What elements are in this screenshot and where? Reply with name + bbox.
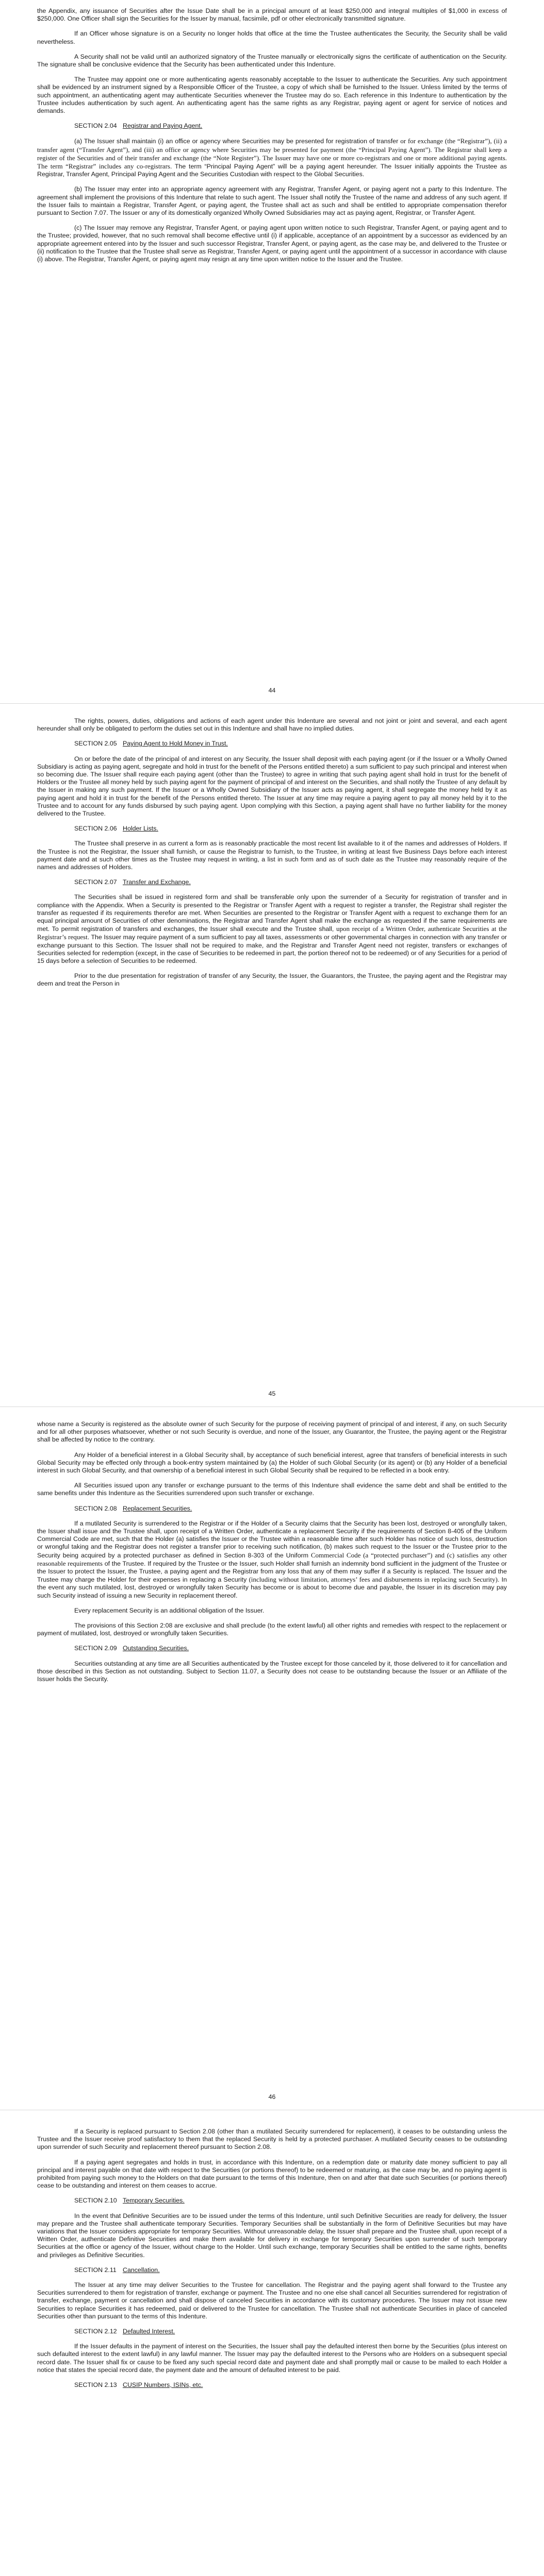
body-paragraph: The Trustee may appoint one or more authenticating agents reasonably acceptable to the Issuer to authenticate the Securities. Any such appointment shall be evidenced by an instrument signed by a Responsible Officer of the Trustee, a copy of which shall be furnished to the Issuer. Unless limited by the terms of such appointment, an authenticating agent may authenticate Securities whenever the Trustee may do so. Each reference in this Indenture to authentication by the Trustee includes authentication by such agent. An authenticating agent has the same rights as any Registrar, paying agent or agent for service of notices and demands.	[37, 76, 507, 115]
text-segment: . The Issuer may require payment of a sum sufficient to pay all taxes, assessments or other governmental charges in connection with any transfer or exchange pursuant to this Section. The Issuer shall not be required to make, and the Registrar and Transfer Agent need not register, transfers or exchanges of Securities selected for redemption (except, in the case of Securities to be redeemed in part, the portion thereof not to be redeemed) or of any Securities for a period of 15 days before a selection of Securities to be redeemed.	[37, 934, 507, 965]
section-heading	[37, 122, 507, 130]
section-title: Replacement Securities.	[123, 1504, 192, 1512]
body-paragraph	[37, 137, 507, 178]
body-paragraph	[37, 893, 507, 965]
document-page-1	[0, 0, 544, 703]
page-content	[37, 2128, 507, 2396]
text-segment: (a) The Issuer shall maintain (i) an office or agency where Securities may be presented for registration of transfer	[74, 138, 401, 145]
text-segment: If a mutilated Security is surrendered to the Registrar or if the Holder of a Security claims that the Security has been lost, destroyed or wrongfully taken, the Issuer shall issue and the Trustee shall, upon receipt of a Written Order, authenticate a replacement Security if the requirements of Section 8-405 of the Uniform Commercial Code are met, such that the Holder (a) satisfies the Issuer or the Trustee within a reasonable time after such Holder has notice of such loss, destruction or wrongful taking and the Registrar does not register a transfer prior to receiving such notification, (b) makes such request to the Issuer or the Trustee prior to the Security being acquired by a protected purchaser as defined in Section 8-303 of the Uniform	[37, 1519, 507, 1559]
section-heading	[37, 1505, 507, 1513]
section-number: SECTION 2.11	[74, 2266, 117, 2274]
body-paragraph: On or before the date of the principal of and interest on any Security, the Issuer shall deposit with each paying agent (or if the Issuer or a Wholly Owned Subsidiary is acting as paying agent, segregate and hold in trust for the benefit of the Persons entitled thereto) a sum sufficient to pay such principal and interest when so becoming due. The Issuer shall require each paying agent (other than the Trustee) to agree in writing that such paying agent shall hold in trust for the benefit of Holders or the Trustee all money held by such paying agent for the payment of principal of and interest on the Securities, and shall notify the Trustee of any default by the Issuer in making any such payment. If the Issuer or a Wholly Owned Subsidiary of the Issuer acts as paying agent, it shall segregate the money held by it as paying agent and hold it in trust for the benefit of the Persons entitled thereto. The Issuer at any time may require a paying agent to pay all money held by it to the Trustee and to account for any funds disbursed by such paying agent. Upon complying with this Section, a paying agent shall have no further liability for the money delivered to the Trustee.	[37, 755, 507, 818]
section-heading	[37, 740, 507, 748]
page-number: 46	[268, 2093, 276, 2100]
section-number: SECTION 2.10	[74, 2197, 117, 2205]
section-title: Transfer and Exchange.	[123, 878, 191, 886]
section-heading	[37, 2266, 507, 2274]
section-number: SECTION 2.07	[74, 878, 117, 886]
inserted-text-segment: upon receipt of a Written Order, authenticate Securities at the Registrar’s request	[37, 925, 507, 941]
section-number: SECTION 2.08	[74, 1504, 117, 1512]
body-paragraph: The provisions of this Section 2:08 are exclusive and shall preclude (to the extent lawful) all other rights and remedies with respect to the replacement or payment of mutilated, lost, destroyed or wrongfully taken Securities.	[37, 1622, 507, 1637]
body-paragraph: The rights, powers, duties, obligations and actions of each agent under this Indenture are several and not joint or joint and several, and each agent hereunder shall only be obligated to perform the duties set out in this Indenture and shall have no implied duties.	[37, 717, 507, 733]
body-paragraph: If an Officer whose signature is on a Security no longer holds that office at the time the Trustee authenticates the Security, the Security shall be valid nevertheless.	[37, 30, 507, 45]
section-title: CUSIP Numbers, ISINs, etc.	[123, 2381, 203, 2389]
section-number: SECTION 2.12	[74, 2328, 117, 2335]
section-number: SECTION 2.13	[74, 2381, 117, 2389]
document-page-2	[0, 703, 544, 1406]
body-paragraph: If a Security is replaced pursuant to Section 2.08 (other than a mutilated Security surrendered for replacement), it ceases to be outstanding unless the Trustee and the Issuer receive proof satisfactory to them that the replaced Security is held by a protected purchaser. A mutilated Security ceases to be outstanding upon surrender of such Security and replacement thereof pursuant to Section 2.08.	[37, 2128, 507, 2151]
body-paragraph	[37, 1520, 507, 1600]
body-paragraph: the Appendix, any issuance of Securities after the Issue Date shall be in a principal amount of at least $250,000 and integral multiples of $1,000 in excess of $250,000. One Officer shall sign the Securities for the Issuer by manual, facsimile, pdf or other electronically transmitted signature.	[37, 7, 507, 23]
page-content	[37, 1420, 507, 1690]
section-number: SECTION 2.09	[74, 1645, 117, 1652]
body-paragraph: (c) The Issuer may remove any Registrar, Transfer Agent, or paying agent upon written notice to such Registrar, Transfer Agent, or paying agent and to the Trustee; provided, however, that no such removal shall become effective until (i) if applicable, acceptance of an appointment by a successor as evidenced by an appropriate agreement entered into by the Issuer and such successor Registrar, Transfer Agent, or paying agent, as the case may be, and delivered to the Trustee or (ii) notification to the Trustee that the Trustee shall serve as Registrar, Transfer Agent, or paying agent until the appointment of a successor in accordance with clause (i) above. The Registrar, Transfer Agent, or paying agent may resign at any time upon written notice to the Issuer and the Trustee.	[37, 224, 507, 263]
page-content	[37, 7, 507, 270]
page-number: 45	[268, 1390, 276, 1397]
body-paragraph: (b) The Issuer may enter into an appropriate agency agreement with any Registrar, Transfer Agent, or paying agent not a party to this Indenture. The agreement shall implement the provisions of this Indenture that relate to such agent. The Issuer shall notify the Trustee of the name and address of any such agent. If the Issuer fails to maintain a Registrar, Transfer Agent, or paying agent, the Trustee shall act as such and shall be entitled to appropriate compensation therefor pursuant to Section 7.07. The Issuer or any of its domestically organized Wholly Owned Subsidiaries may act as paying agent, Registrar, or Transfer Agent.	[37, 185, 507, 217]
section-title: Defaulted Interest.	[123, 2328, 175, 2335]
page-content	[37, 717, 507, 995]
body-paragraph: whose name a Security is registered as the absolute owner of such Security for the purpose of receiving payment of principal of and interest, if any, on such Security and for all other purposes whatsoever, whether or not such Security is overdue, and none of the Issuer, any Guarantor, the Trustee, the paying agent or the Registrar shall be affected by notice to the contrary.	[37, 1420, 507, 1444]
body-paragraph: Prior to the due presentation for registration of transfer of any Security, the Issuer, the Guarantors, the Trustee, the paying agent and the Registrar may deem and treat the Person in	[37, 972, 507, 988]
section-heading	[37, 2197, 507, 2205]
text-segment: . In the event any such mutilated, lost, destroyed or wrongfully taken Security has become or is about to become due and payable, the Issuer in its discretion may pay such Security instead of issuing a new Security in replacement thereof.	[37, 1576, 507, 1599]
section-title: Holder Lists.	[123, 825, 158, 833]
section-title: Registrar and Paying Agent.	[123, 122, 203, 130]
document-page-3	[0, 1406, 544, 2110]
section-number: SECTION 2.06	[74, 825, 117, 833]
section-number: SECTION 2.05	[74, 740, 117, 748]
page-number: 44	[268, 687, 276, 694]
body-paragraph: If a paying agent segregates and holds in trust, in accordance with this Indenture, on a redemption date or maturity date money sufficient to pay all principal and interest payable on that date with respect to the Securities (or portions thereof) to be redeemed or maturing, as the case may be, and no paying agent is prohibited from paying such money to the Holders on that date pursuant to the terms of this Indenture, then on and after that date such Securities (or portions thereof) cease to be outstanding and interest on them ceases to accrue.	[37, 2158, 507, 2190]
section-heading	[37, 2381, 507, 2389]
section-number: SECTION 2.04	[74, 122, 117, 130]
document-page-4	[0, 2110, 544, 2576]
body-paragraph: All Securities issued upon any transfer or exchange pursuant to the terms of this Indenture shall evidence the same debt and shall be entitled to the same benefits under this Indenture as the Securities surrendered upon such transfer or exchange.	[37, 1482, 507, 1497]
body-paragraph: Any Holder of a beneficial interest in a Global Security shall, by acceptance of such beneficial interest, agree that transfers of beneficial interests in such Global Security may be effected only through a book-entry system maintained by (a) the Holder of such Global Security (or its agent) or (b) any Holder of a beneficial interest in such Global Security, and that ownership of a beneficial interest in such Global Security shall be required to be reflected in a book entry.	[37, 1451, 507, 1475]
body-paragraph: If the Issuer defaults in the payment of interest on the Securities, the Issuer shall pay the defaulted interest then borne by the Securities (plus interest on such defaulted interest to the extent lawful) in any lawful manner. The Issuer may pay the defaulted interest to the Persons who are Holders on a subsequent special record date. The Issuer shall fix or cause to be fixed any such special record date and payment date and shall promptly mail or cause to be mailed to each Holder a notice that states the special record date, the payment date and the amount of defaulted interest to be paid.	[37, 2343, 507, 2374]
body-paragraph: A Security shall not be valid until an authorized signatory of the Trustee manually or electronically signs the certificate of authentication on the Security. The signature shall be conclusive evidence that the Security has been authenticated under this Indenture.	[37, 53, 507, 69]
text-segment: of the Trustee. If required by the Trustee or the Issuer, such Holder shall furnish an indemnity bond sufficient in the judgment of the Trustee or the Issuer to protect the Issuer, the Trustee, a paying agent and the Registrar from any loss that any of them may suffer if a Security is replaced. The Issuer and the Trustee may charge the Holder for their expenses in replacing a Security	[37, 1560, 507, 1584]
inserted-text-segment: (including without limitation, attorneys’ fees and disbursements in replacing such Security)	[249, 1575, 498, 1584]
text-segment: The Securities shall be issued in registered form and shall be transferable only upon the surrender of a Security for registration of transfer and in compliance with the Appendix. When a Security is presented to the Registrar or Transfer Agent with a request to register a transfer, the Registrar shall register the transfer as requested if its requirements therefor are met. When Securities are presented to the Registrar or Transfer Agent with a request to exchange them for an equal principal amount of Securities of other denominations, the Registrar and Transfer Agent shall make the exchange as requested if the same requirements are met. To permit registration of transfers and exchanges, the Issuer shall execute and the Trustee shall,	[37, 893, 507, 933]
section-title: Cancellation.	[123, 2266, 160, 2274]
body-paragraph: Every replacement Security is an additional obligation of the Issuer.	[74, 1606, 265, 1614]
body-paragraph: Securities outstanding at any time are all Securities authenticated by the Trustee except for those canceled by it, those delivered to it for cancellation and those described in this Section as not outstanding. Subject to Section 11.07, a Security does not cease to be outstanding because the Issuer or an Affiliate of the Issuer holds the Security.	[37, 1659, 507, 1683]
body-paragraph: The Trustee shall preserve in as current a form as is reasonably practicable the most recent list available to it of the names and addresses of Holders. If the Trustee is not the Registrar, the Issuer shall furnish, or cause the Registrar to furnish, to the Trustee, in writing at least five Business Days before each interest payment date and at such other times as the Trustee may request in writing, a list in such form and as of such date as the Trustee may reasonably require of the names and addresses of Holders.	[37, 840, 507, 871]
section-heading	[37, 2328, 507, 2335]
inserted-text-segment: or for exchange (the “Registrar”), (ii) a transfer agent (“Transfer Agent”), and (iii) an office or agency where Securities may be presented for payment (the “Principal Paying Agent”). The Registrar shall keep a register of the Securities and of their transfer and exchange (the “Note Register”). The Issuer may have one or more co-registrars and one or more additional paying agents. The term “Registrar” includes any co-registrars	[37, 137, 507, 171]
section-title: Temporary Securities.	[123, 2197, 185, 2205]
body-paragraph: The Issuer at any time may deliver Securities to the Trustee for cancellation. The Registrar and the paying agent shall forward to the Trustee any Securities surrendered to them for registration of transfer, exchange or payment. The Trustee and no one else shall cancel all Securities surrendered for registration of transfer, exchange, payment or cancellation and shall dispose of canceled Securities in accordance with its customary procedures. The Issuer may not issue new Securities to replace Securities it has redeemed, paid or delivered to the Trustee for cancellation. The Trustee shall not authenticate Securities in place of canceled Securities other than pursuant to the terms of this Indenture.	[37, 2281, 507, 2320]
section-title: Outstanding Securities.	[123, 1645, 189, 1652]
section-heading	[37, 1645, 507, 1652]
section-heading	[37, 825, 507, 833]
section-heading	[37, 878, 507, 886]
text-segment: . The term “Principal Paying Agent” will be a paying agent hereunder. The Issuer initially appoints the Trustee as Registrar, Transfer Agent, Principal Paying Agent and the Securities Custodian with respect to the Global Securities.	[37, 163, 507, 178]
inserted-text-segment: Commercial Code (a “protected purchaser”) and (c) satisfies any other reasonable requirements	[37, 1551, 507, 1567]
section-title: Paying Agent to Hold Money in Trust.	[123, 740, 228, 748]
body-paragraph: In the event that Definitive Securities are to be issued under the terms of this Indenture, until such Definitive Securities are ready for delivery, the Issuer may prepare and the Trustee shall authenticate temporary Securities. Temporary Securities shall be substantially in the form of Definitive Securities but may have variations that the Issuer considers appropriate for temporary Securities. Without unreasonable delay, the Issuer shall prepare and the Trustee shall, upon receipt of a Written Order, authenticate Definitive Securities and make them available for delivery in exchange for temporary Securities upon surrender of such temporary Securities at the office or agency of the Issuer, without charge to the Holder. Until such exchange, temporary Securities shall be entitled to the same rights, benefits and privileges as Definitive Securities.	[37, 2212, 507, 2259]
